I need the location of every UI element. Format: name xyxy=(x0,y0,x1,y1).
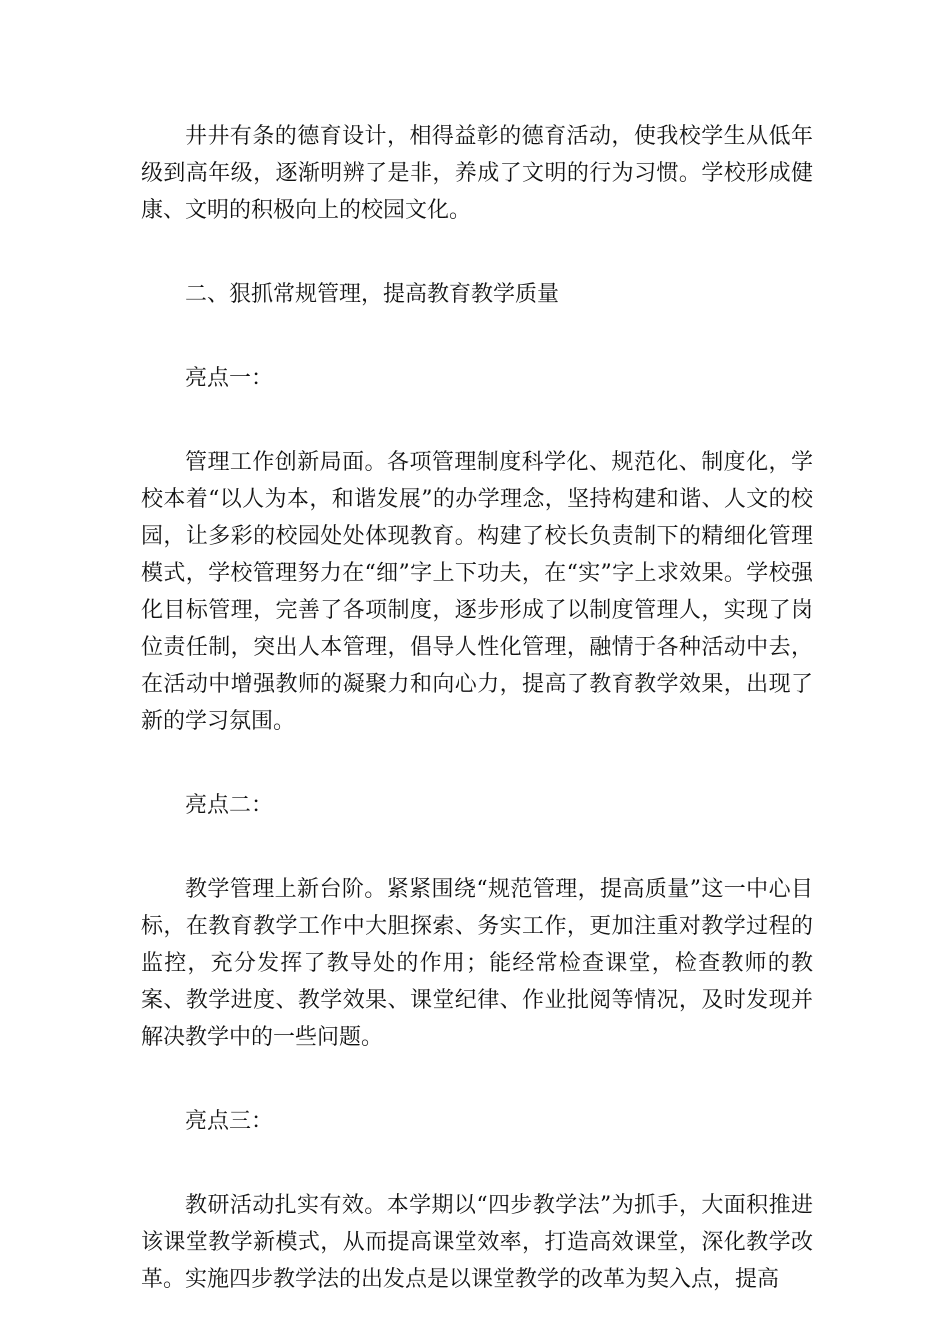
highlight-heading-two: 亮点二： xyxy=(185,793,274,818)
paragraph-teaching-management: 教学管理上新台阶。紧紧围绕“规范管理，提高质量”这一中心目标，在教育教学工作中大胆探索、务实工作，更加注重对教学过程的监控，充分发挥了教导处的作用；能经常检查课堂，检查教师的教案、教学进度、教学效果、课堂纪律、作业批阅等情况，及时发现并解决教学中的一些问题。 xyxy=(141,877,813,1050)
section-heading-routine-management: 二、狠抓常规管理，提高教育教学质量 xyxy=(185,282,560,307)
paragraph-teaching-research: 教研活动扎实有效。本学期以“四步教学法”为抓手，大面积推进该课堂教学新模式，从而提高课堂效率，打造高效课堂，深化教学改革。实施四步教学法的出发点是以课堂教学的改革为契入点，提高 xyxy=(141,1193,813,1292)
paragraph-management-innovation: 管理工作创新局面。各项管理制度科学化、规范化、制度化，学校本着“以人为本，和谐发展”的办学理念，坚持构建和谐、人文的校园，让多彩的校园处处体现教育。构建了校长负责制下的精细化管理模式，学校管理努力在“细”字上下功夫，在“实”字上求效果。学校强化目标管理，完善了各项制度，逐步形成了以制度管理人，实现了岗位责任制，突出人本管理，倡导人性化管理，融情于各种活动中去，在活动中增强教师的凝聚力和向心力，提高了教育教学效果，出现了新的学习氛围。 xyxy=(141,450,813,734)
highlight-heading-one: 亮点一： xyxy=(185,366,274,391)
paragraph-spacer xyxy=(141,397,813,444)
paragraph-spacer xyxy=(141,824,813,871)
paragraph-spacer xyxy=(141,313,813,360)
document-body xyxy=(141,118,813,1298)
highlight-heading-three: 亮点三： xyxy=(185,1109,274,1134)
paragraph-spacer xyxy=(141,1056,813,1103)
paragraph-moral-education-summary: 井井有条的德育设计，相得益彰的德育活动，使我校学生从低年级到高年级，逐渐明辨了是非，养成了文明的行为习惯。学校形成健康、文明的积极向上的校园文化。 xyxy=(141,124,813,223)
paragraph-spacer xyxy=(141,740,813,787)
paragraph-spacer xyxy=(141,229,813,276)
paragraph-spacer xyxy=(141,1140,813,1187)
